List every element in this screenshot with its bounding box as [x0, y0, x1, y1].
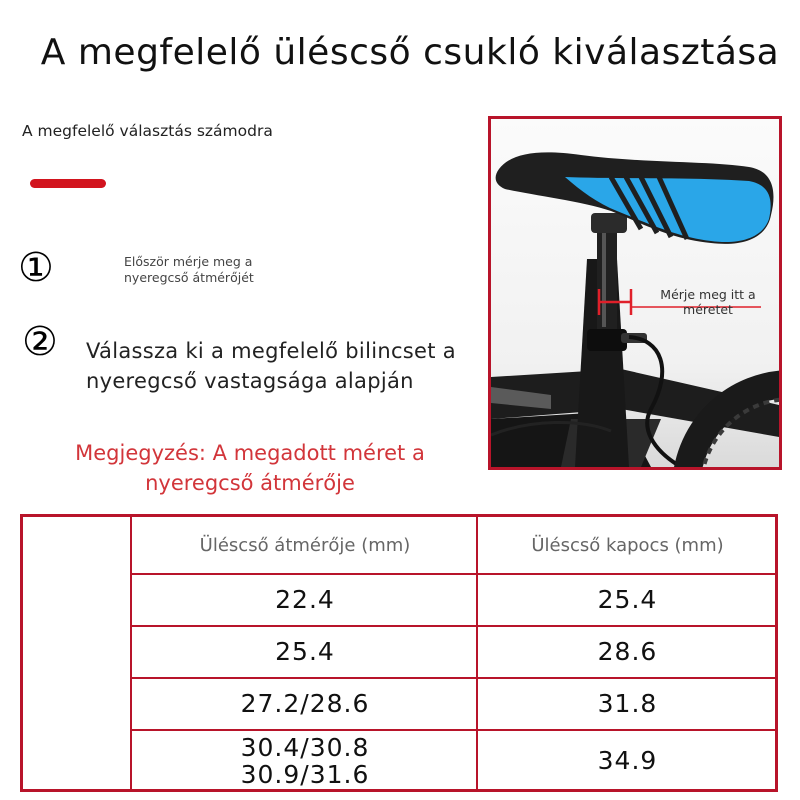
- diameter-cell: 22.4: [275, 585, 335, 614]
- page-title: A megfelelő üléscső csukló kiválasztása: [40, 32, 780, 73]
- table-row: [132, 627, 777, 677]
- bike-seatpost-photo: [488, 116, 782, 470]
- diameter-cell: 27.2/28.6: [240, 689, 370, 718]
- table-row: [132, 575, 777, 625]
- clamp-cell: 28.6: [597, 637, 658, 666]
- accent-bar: [30, 179, 106, 188]
- note-text: Megjegyzés: A megadott méret a nyeregcső átmérője: [75, 441, 425, 495]
- diameter-cell: 25.4: [275, 637, 335, 666]
- header-clamp: Üléscső kapocs (mm): [531, 535, 724, 556]
- diameter-cell: 30.4/30.8 30.9/31.6: [240, 733, 370, 789]
- table-row: [132, 679, 777, 729]
- clamp-cell: 25.4: [597, 585, 658, 614]
- step-2-number: ②: [22, 319, 58, 365]
- table-row: [132, 731, 777, 791]
- step-1-number: ①: [18, 245, 54, 291]
- header-diameter: Üléscső átmérője (mm): [199, 535, 411, 556]
- step-2-text: Válassza ki a megfelelő bilincset a nyeregcső vastagsága alapján: [86, 339, 456, 393]
- clamp-cell: 31.8: [597, 689, 658, 718]
- table-header-row: [132, 519, 777, 573]
- subtitle: A megfelelő választás számodra: [22, 122, 273, 140]
- clamp-cell: 34.9: [597, 746, 658, 775]
- step-1-text: Először mérje meg a nyeregcső átmérőjét: [124, 254, 254, 285]
- measure-label: Mérje meg itt a méretet: [660, 287, 756, 317]
